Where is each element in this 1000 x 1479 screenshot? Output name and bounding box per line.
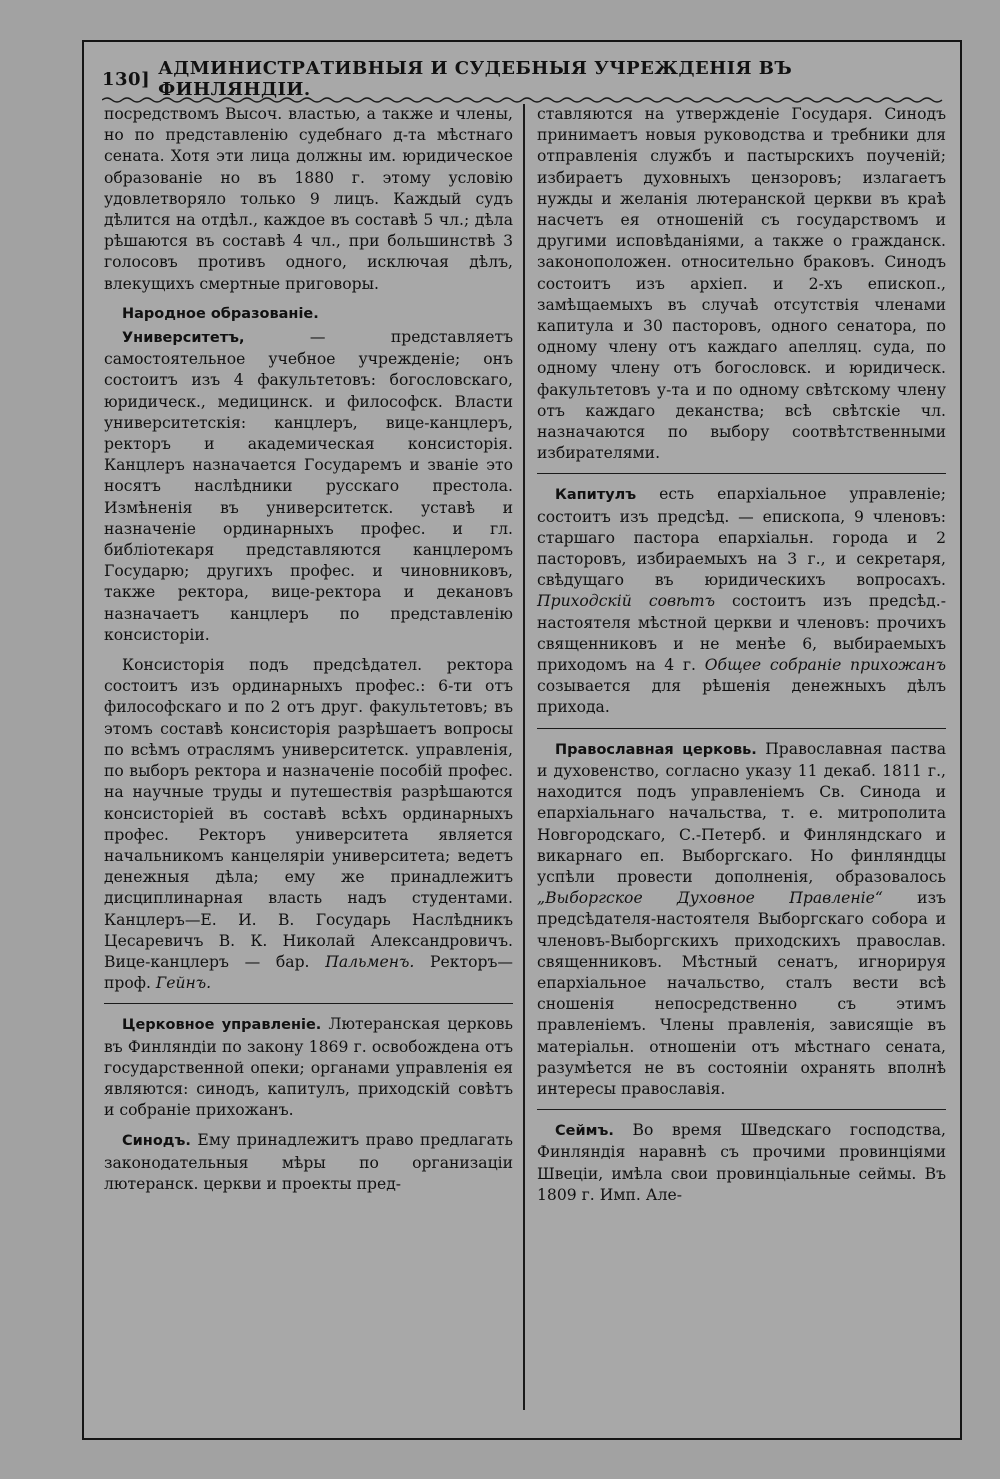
chapter-heading: Капитулъ	[555, 487, 637, 504]
chapter-text-2: состоитъ изъ предсѣд.-настоятеля мѣстной церкви и членовъ: прочихъ священниковъ и не менѣе 6, выбираемыхъ приходомъ на 4 г.	[537, 592, 946, 675]
divider	[537, 473, 946, 474]
orthodox-heading: Православная церковь.	[555, 741, 757, 758]
university-paragraph	[104, 327, 513, 646]
synod-heading: Синодъ.	[122, 1133, 191, 1150]
consistory-text: Консисторія подъ предсѣдател. ректора состоитъ изъ ординарныхъ профес.: 6-ти отъ философскаго и по 2 отъ друг. факультетовъ; въ этомъ составѣ консисторія разрѣшаетъ вопросы по всѣмъ отраслямъ университетск. управленія, по выборъ ректора и назначеніе пособій профес. на научные труды и путешествія разрѣшаются консисторіей въ составѣ всѣхъ ординарныхъ профес. Ректоръ университета является начальникомъ канцеляріи университета; ведетъ денежныя дѣла; ему же принадлежитъ дисциплинарная власть надъ студентами. Канцлеръ—Е. И. В. Государь Наслѣдникъ Цесаревичъ В. К. Николай Александровичъ. Вице-канцлеръ — бар.	[104, 656, 513, 971]
consistory-paragraph	[104, 655, 513, 994]
left-column	[104, 104, 525, 1410]
parish-assembly-term: Общее собраніе прихожанъ	[704, 656, 946, 675]
diet-heading: Сеймъ.	[555, 1123, 614, 1140]
chapter-text: есть епархіальное управленіе; состоитъ изъ предсѣд. — епископа, 9 членовъ: старшаго пастора епархіальн. города и 2 пасторовъ, избираемыхъ на 3 г., и секретаря, свѣдущаго въ юридическихъ вопросахъ.	[537, 485, 946, 590]
synod-text: Ему принадлежитъ право предлагать законодательныя мѣры по организаціи лютеранск. церкви и проекты пред-	[104, 1131, 513, 1193]
header-wavy-rule	[102, 96, 946, 104]
university-text: — представляетъ самостоятельное учебное учрежденіе; онъ состоитъ изъ 4 факультетовъ: богословскаго, юридическ., медицинск. и философск. Власти университетскія: канцлеръ, вице-канцлеръ, ректоръ и академическая консисторія. Канцлеръ назначается Государемъ и званіе это носятъ наслѣдники русскаго престола. Измѣненія въ университетск. уставѣ и назначеніе ординарныхъ профес. и гл. библіотекаря представляются канцлеромъ Государю; другихъ профес. и чиновниковъ, также ректора, вице-ректора и декановъ назначаетъ канцлеръ по представленію консисторіи.	[104, 328, 513, 644]
chapter-text-3: созывается для рѣшенія денежныхъ дѣлъ прихода.	[537, 677, 946, 717]
palmen-name: Пальменъ.	[325, 952, 415, 971]
divider	[104, 1003, 513, 1004]
section-heading-education: Народное образованіе.	[122, 305, 319, 322]
court-paragraph: посредствомъ Высоч. властью, а также и члены, но по представленію судебнаго д-та мѣстнаго сената. Хотя эти лица должны им. юридическое образованіе но въ 1880 г. этому условію удовлетворяло только 9 лицъ. Каждый судъ дѣлится на отдѣл., каждое въ составѣ 5 чл.; дѣла рѣшаются въ составѣ 4 чл., при большинствѣ 3 голосовъ противъ одного, исключая дѣлъ, влекущихъ смертные приговоры.	[104, 105, 513, 293]
orthodox-text-2: изъ предсѣдателя-настоятеля Выборгскаго собора и членовъ-Выборгскихъ приходскихъ православ. священниковъ. Мѣстный сенатъ, игнорируя епархіальное начальство, сталъ вести всѣ сношенія непосредственно съ этимъ правленіемъ. Члены правленія, зависящіе въ матеріальн. отношеніи отъ мѣстнаго сената, разумѣется не въ состояніи охранять вполнѣ интересы православія.	[537, 889, 946, 1098]
diet-paragraph	[537, 1120, 946, 1206]
two-column-body	[104, 104, 946, 1410]
divider	[537, 728, 946, 729]
page	[82, 40, 962, 1440]
university-heading: Университетъ,	[122, 330, 245, 347]
orthodox-paragraph	[537, 739, 946, 1100]
gein-name: Гейнъ.	[155, 974, 212, 993]
church-text: Лютеранская церковь въ Финляндіи по закону 1869 г. освобождена отъ государственной опеки; органами управленія ея являются: синодъ, капитулъ, приходскій совѣтъ и собраніе прихожанъ.	[104, 1015, 513, 1120]
running-title: АДМИНИСТРАТИВНЫЯ И СУДЕБНЫЯ УЧРЕЖДЕНІЯ ВЪ ФИНЛЯНДІИ.	[158, 58, 793, 100]
synod-paragraph	[104, 1130, 513, 1195]
right-column	[525, 104, 946, 1410]
page-number: 130]	[102, 68, 151, 90]
diet-text: Во время Шведскаго господства, Финляндія наравнѣ съ прочими провинціями Швеціи, имѣла свои провинціальные сеймы. Въ 1809 г. Имп. Але-	[537, 1121, 946, 1204]
church-paragraph	[104, 1014, 513, 1121]
vyborg-board-term: „Выборгское Духовное Правленіе“	[537, 889, 883, 908]
church-heading: Церковное управленіе.	[122, 1017, 322, 1034]
orthodox-text: Православная паства и духовенство, согласно указу 11 декаб. 1811 г., находится подъ управленіемъ Св. Синода и епархіальнаго начальства, т. е. митрополита Новгородскаго, С.-Петерб. и Финляндскаго и викарнаго еп. Выборгскаго. Но финляндцы успѣли провести дополненія, образовалось	[537, 739, 946, 886]
chapter-paragraph	[537, 484, 946, 718]
rector-text: Ректоръ—проф.	[104, 952, 513, 993]
divider	[537, 1109, 946, 1110]
parish-council-term: Приходскій совѣтъ	[537, 592, 715, 611]
synod-continuation: ставляются на утвержденіе Государя. Синодъ принимаетъ новыя руководства и требники для отправленія службъ и пастырскихъ поученій; избираетъ духовныхъ цензоровъ; излагаетъ нужды и желанія лютеранской церкви въ краѣ насчетъ ея отношеній съ государствомъ и другими исповѣданіями, а также о гражданск. законоположен. относительно браковъ. Синодъ состоитъ изъ архіеп. и 2-хъ епископ., замѣщаемыхъ въ случаѣ отсутствія членами капитула и 30 пасторовъ, одного сенатора, по одному члену отъ каждаго апелляц. суда, по одному члену отъ богословск. и юридическ. факультетовъ у-та и по одному свѣтскому члену отъ каждаго деканства; всѣ свѣтскіе чл. назначаются по выбору соотвѣтственными избирателями.	[537, 105, 946, 463]
page-header	[102, 60, 942, 98]
